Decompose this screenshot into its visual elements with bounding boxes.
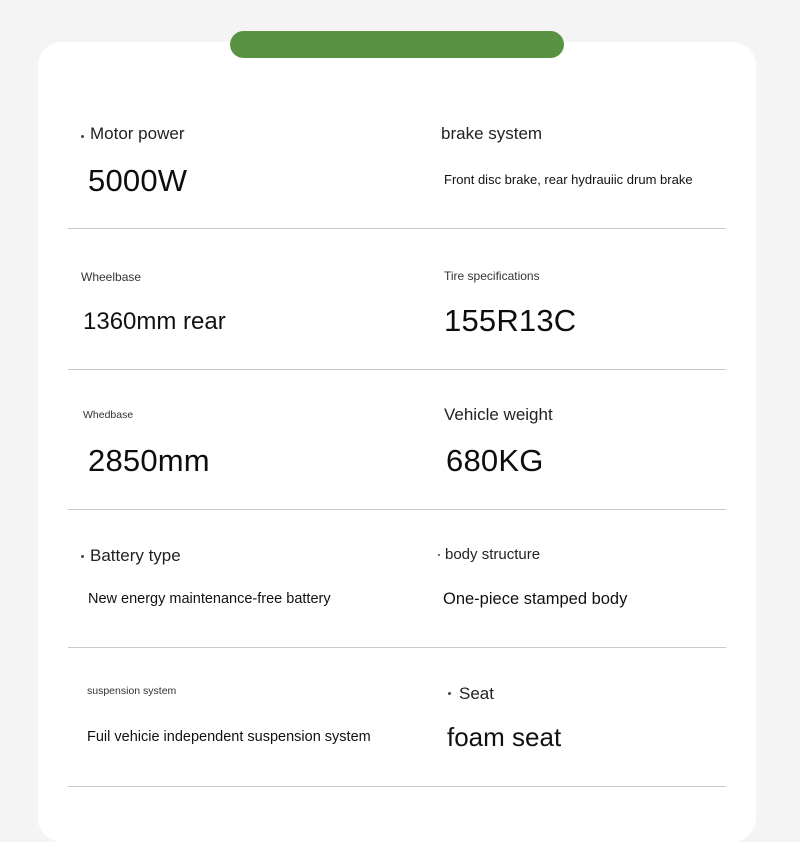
- row-divider: [68, 369, 726, 370]
- motor-power-label: Motor power: [90, 124, 185, 143]
- wheelbase-label: Whedbase: [83, 409, 134, 421]
- body-structure-label: body structure: [445, 546, 541, 563]
- tire-specifications-value: 155R13C: [444, 303, 577, 338]
- header-accent-bar: [230, 31, 564, 58]
- seat-label: Seat: [459, 684, 494, 703]
- wheelbase-value: 2850mm: [88, 443, 210, 478]
- brake-system-value: Front disc brake, rear hydrauiic drum brake: [444, 172, 693, 187]
- body-structure-value: One-piece stamped body: [443, 590, 628, 608]
- bullet-icon: [448, 692, 451, 695]
- row-divider: [68, 647, 726, 648]
- wheelbase-rear-label: Wheelbase: [81, 270, 142, 284]
- suspension-system-label: suspension system: [87, 685, 177, 697]
- tire-specifications-label: Tire specifications: [444, 269, 540, 283]
- bullet-icon: [81, 555, 84, 558]
- vehicle-weight-value: 680KG: [446, 443, 544, 478]
- spec-card: [38, 42, 756, 842]
- motor-power-value: 5000W: [88, 163, 188, 198]
- bullet-icon: [438, 554, 440, 556]
- suspension-system-value: Fuil vehicie independent suspension system: [87, 729, 371, 745]
- wheelbase-rear-value: 1360mm rear: [83, 308, 226, 335]
- row-divider: [68, 228, 726, 229]
- bullet-icon: [81, 135, 84, 138]
- row-divider: [68, 786, 726, 787]
- seat-value: foam seat: [447, 722, 562, 752]
- vehicle-weight-label: Vehicle weight: [444, 405, 553, 424]
- row-divider: [68, 509, 726, 510]
- battery-type-value: New energy maintenance-free battery: [88, 591, 331, 607]
- brake-system-label: brake system: [441, 124, 543, 143]
- battery-type-label: Battery type: [90, 546, 181, 565]
